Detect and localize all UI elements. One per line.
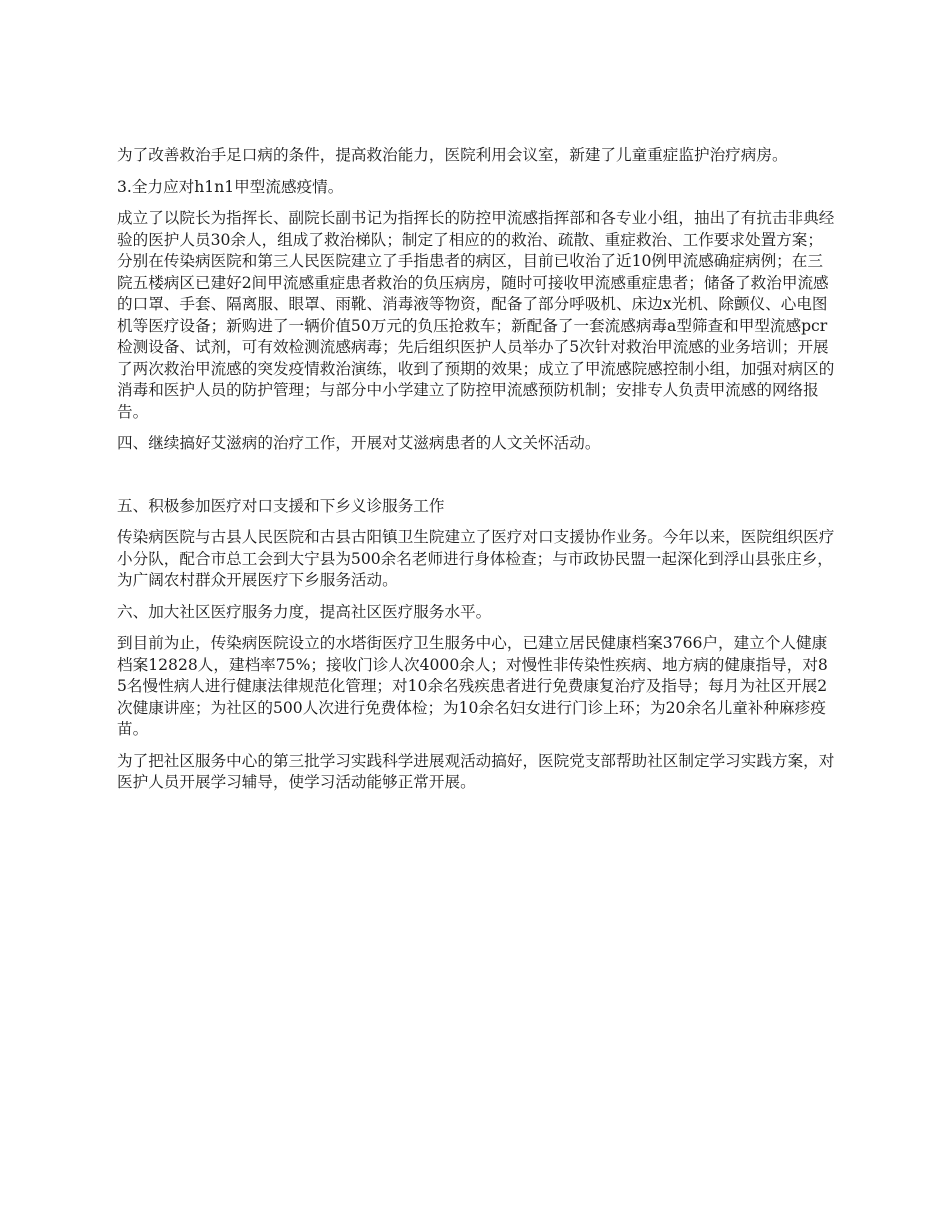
paragraph-community-service: 到目前为止，传染病医院设立的水塔街医疗卫生服务中心，已建立居民健康档案3766户，建立个人健康档案12828人，建档率75%；接收门诊人次4000余人；对慢性非传染性疾病、地方病的健康指导，对85名慢性病人进行健康法律规范化管理；对10余名残疾患者进行免费康复治疗及指导；每月为社区开展2次健康讲座；为社区的500人次进行免费体检；为10余名妇女进行门诊上环；为20余名儿童补种麻疹疫苗。 [117, 634, 828, 738]
paragraph-medical-support: 传染病医院与古县人民医院和古县古阳镇卫生院建立了医疗对口支援协作业务。今年以来，医院组织医疗小分队，配合市总工会到大宁县为500余名老师进行身体检查；与市政协民盟一起深化到浮山县张庄乡，为广阔农村群众开展医疗下乡服务活动。 [117, 528, 835, 589]
section-spacer [117, 465, 835, 496]
document-page [117, 145, 835, 804]
paragraph-pediatric-icu: 为了改善救治手足口病的条件，提高救治能力，医院利用会议室，新建了儿童重症监护治疗病房。 [117, 146, 788, 164]
paragraph-h1n1-measures: 成立了以院长为指挥长、副院长副书记为指挥长的防控甲流感指挥部和各专业小组，抽出了有抗击非典经验的医护人员30余人，组成了救治梯队；制定了相应的的救治、疏散、重症救治、工作要求处置方案；分别在传染病医院和第三人民医院建立了手指患者的病区，目前已收治了近10例甲流感确症病例；在三院五楼病区已建好2间甲流感重症患者救治的负压病房，随时可接收甲流感重症患者；储备了救治甲流感的口罩、手套、隔离服、眼罩、雨靴、消毒液等物资，配备了部分呼吸机、床边x光机、除颤仪、心电图机等医疗设备；新购进了一辆价值50万元的负压抢救车；新配备了一套流感病毒a型筛查和甲型流感pcr检测设备、试剂，可有效检测流感病毒；先后组织医护人员举办了5次针对救治甲流感的业务培训；开展了两次救治甲流感的突发疫情救治演练，收到了预期的效果；成立了甲流感院感控制小组，加强对病区的消毒和医护人员的防护管理；与部分中小学建立了防控甲流感预防机制；安排专人负责甲流感的网络报告。 [117, 209, 835, 421]
heading-aids-treatment: 四、继续搞好艾滋病的治疗工作，开展对艾滋病患者的人文关怀活动。 [117, 434, 601, 452]
heading-h1n1-response: 3.全力应对h1n1甲型流感疫情。 [117, 177, 344, 196]
heading-community-service: 六、加大社区医疗服务力度，提高社区医疗服务水平。 [117, 602, 492, 621]
paragraph-study-practice: 为了把社区服务中心的第三批学习实践科学进展观活动搞好，医院党支部帮助社区制定学习实践方案，对医护人员开展学习辅导，使学习活动能够正常开展。 [117, 751, 835, 791]
heading-medical-support: 五、积极参加医疗对口支援和下乡义诊服务工作 [117, 496, 445, 515]
